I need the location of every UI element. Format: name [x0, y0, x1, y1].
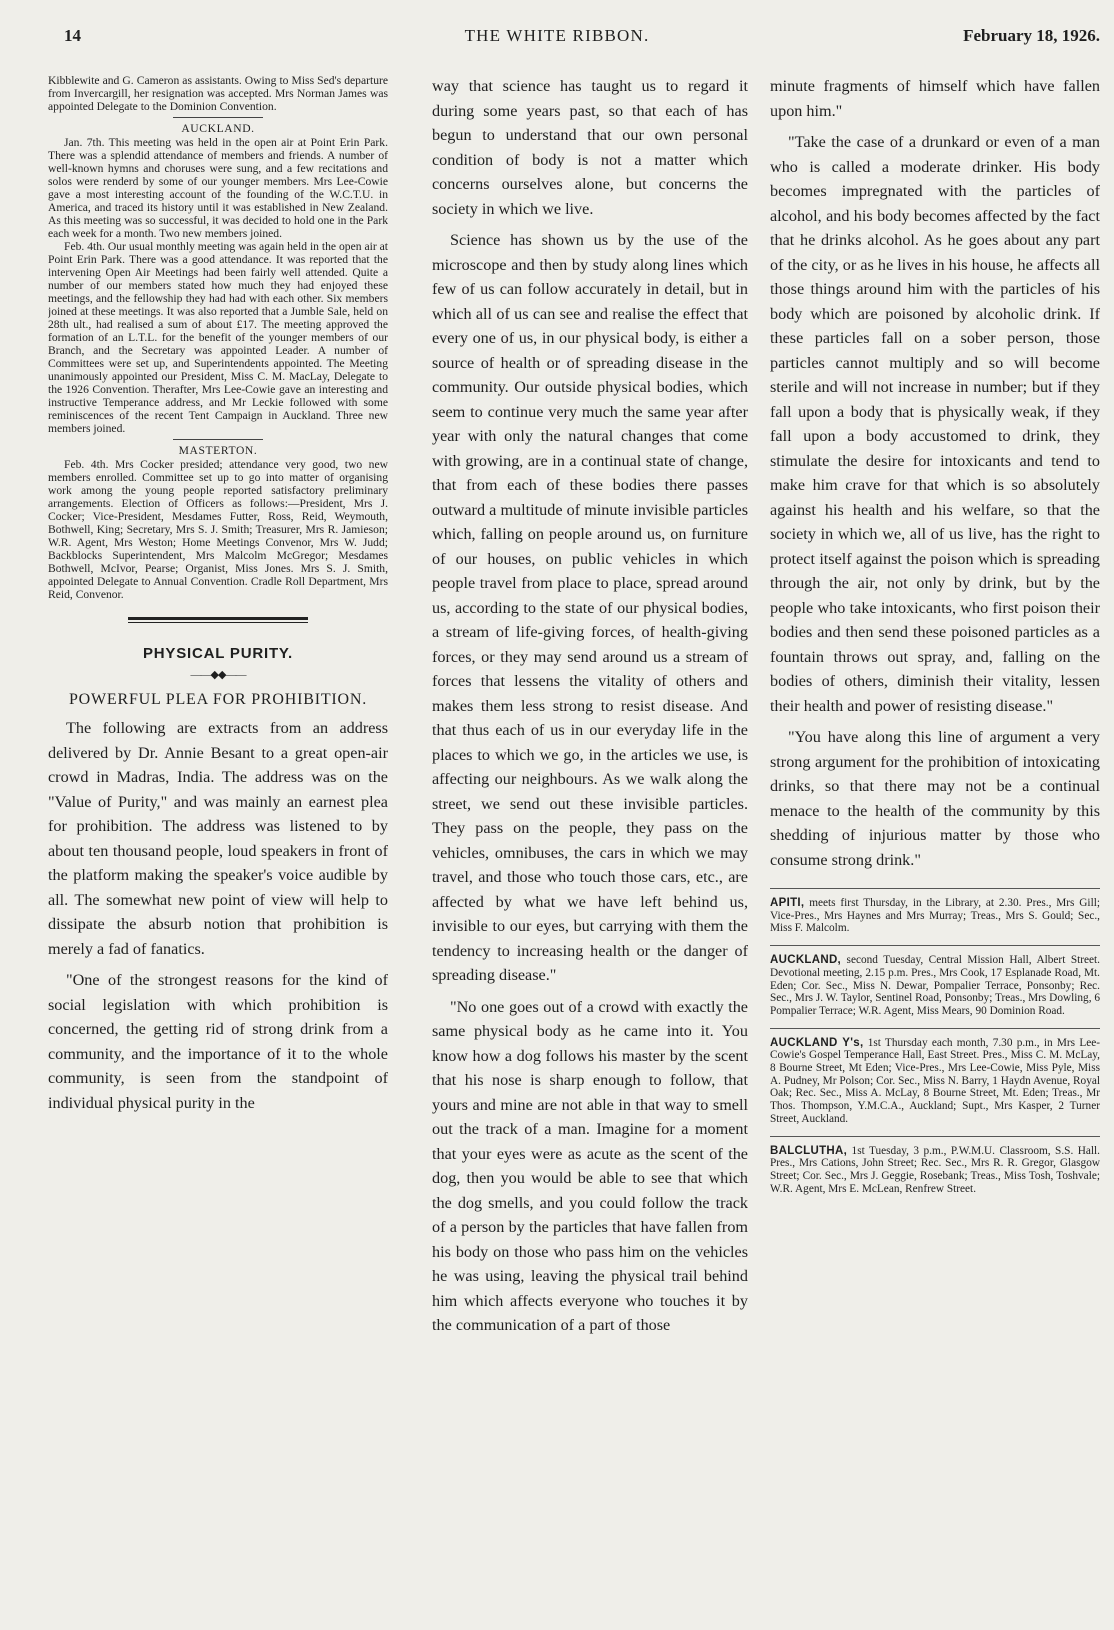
notice-branch-name: BALCLUTHA, [770, 1144, 848, 1157]
divider [173, 439, 263, 440]
column-left [48, 74, 388, 1115]
notice-details: 1st Thursday each month, 7.30 p.m., in Mrs Lee-Cowie's Gospel Temperance Hall, East Street. Pres., Miss C. M. McLay, 8 Bourne Street, Mt Eden; Vice-Pres., Mrs Lee-Cowie, Miss Pyle, Miss A. Pudney, Mr Polson; Cor. Sec., Miss N. Barry, 1 Haydn Avenue, Royal Oak; Rec. Sec., Miss A. McLay, 8 Bourne Street, Mt. Eden; Treas., Mr Thos. Thompson, Y.M.C.A., Auckland; Supt., Mrs Kasper, 2 Turner Street, Auckland. [770, 1036, 1100, 1125]
column-middle [432, 74, 748, 1338]
masterton-report: Feb. 4th. Mrs Cocker presided; attendance very good, two new members enrolled. Committee set up to go into matter of organising work among the young people reported satisfactory preliminary arrangements. Election of Officers as follows:—President, Mrs J. Cocker; Vice-President, Mesdames Futter, Ross, Reid, Weymouth, Bothwell, King; Secretary, Mrs S. J. Smith; Treasurer, Mrs R. Jamieson; W.R. Agent, Mrs Weston; Home Meetings Convenor, Mrs W. Judd; Backblocks Superintendent, Mrs Malcolm McGregor; Mesdames Bothwell, McIvor, Pearse; Organist, Miss Jones. Mrs S. J. Smith, appointed Delegate to Annual Convention. Cradle Roll Department, Mrs Reid, Convenor. [48, 458, 388, 601]
notice-branch-name: AUCKLAND Y's, [770, 1036, 864, 1049]
notice-branch-name: AUCKLAND, [770, 954, 842, 967]
article-paragraph: "You have along this line of argument a very strong argument for the prohibition of intoxicating drinks, so that there may not be a continual menace to the health of the community by this shedding of injurious matter by those who consume strong drink." [770, 728, 1100, 869]
article-paragraph: minute fragments of himself which have fallen upon him." [770, 77, 1100, 120]
branch-notice-balclutha [770, 1145, 1100, 1196]
article-paragraph: "No one goes out of a crowd with exactly the same physical body as he came into it. You know how a dog follows his master by the scent that his nose is sharp enough to follow, that yours and mine are not able in that way to smell out the track of a man. Imagine for a moment that your eyes were as acute as the scent of the dog, then you would be able to see that which the dog smells, and you could follow the track of a person by the particles that have fallen from his body on those who pass him on the vehicles he was using, leaving the physical trail behind him which affects everyone who touches it by the communication of a part of those [432, 997, 748, 1334]
notice-rule [770, 888, 1100, 889]
publication-title: THE WHITE RIBBON. [464, 26, 650, 45]
notice-details: meets first Thursday, in the Library, at 2.30. Pres., Mrs Gill; Vice-Pres., Mrs Haynes and Mrs Murray; Treas., Mrs S. Gould; Sec., Miss F. Malcolm. [770, 897, 1100, 935]
branch-notice-auckland-ys [770, 1037, 1100, 1126]
branch-heading-masterton: MASTERTON. [178, 444, 258, 457]
notice-rule [770, 1136, 1100, 1137]
notice-details: second Tuesday, Central Mission Hall, Albert Street. Devotional meeting, 2.15 p.m. Pres., Mrs Cook, 17 Esplanade Road, Mt. Eden; Cor. Sec., Miss N. Dewar, Pompalier Terrace, Ponsonby; Rec. Sec., Mrs J. W. Taylor, Sentinel Road, Ponsonby; Treas., Mrs Dowling, 6 Pompalier Terrace; W.R. Agent, Miss Mears, 90 Dominion Road. [770, 954, 1100, 1017]
article-paragraph: "One of the strongest reasons for the kind of social legislation with which prohibition is concerned, the getting rid of strong drink from a community, and the importance of it to the whole community, is seen from the standpoint of individual physical purity in the [48, 971, 388, 1112]
notice-details: 1st Tuesday, 3 p.m., P.W.M.U. Classroom, S.S. Hall. Pres., Mrs Cations, John Street; Rec. Sec., Mrs R. R. Gregor, Glasgow Street; Cor. Sec., Mrs J. Geggie, Rosebank; Treas., Miss Tosh, Toshvale; W.R. Agent, Mrs E. McLean, Renfrew Street. [770, 1144, 1100, 1195]
divider [173, 117, 263, 118]
notice-rule [770, 1028, 1100, 1029]
notice-rule [770, 945, 1100, 946]
article-paragraph: The following are extracts from an address delivered by Dr. Annie Besant to a great open-air crowd in Madras, India. The address was on the "Value of Purity," and was mainly an earnest plea for prohibition. The address was listened to by about ten thousand people, loud speakers in front of the platform making the speaker's voice audible by all. The somewhat new point of view will help to dissipate the absurb notion that prohibition is merely a fad of fanatics. [48, 719, 388, 958]
auckland-report-feb: Feb. 4th. Our usual monthly meeting was again held in the open air at Point Erin Park. There was a good attendance. It was reported that the intervening Open Air Meetings had been fairly well attended. Quite a number of our members stated how much they had enjoyed these meetings, and the fellowship they had had with each other. Six members joined at these meetings. It was also reported that a Jumble Sale, held on 28th ult., had realised a sum of about £17. The meeting approved the formation of an L.T.L. for the benefit of the younger members of our Branch, and the Secretary was appointed Leader. A number of Committees were set up, and Superintendents appointed. The Meeting unanimously appointed our President, Miss C. M. MacLay, Delegate to the 1926 Convention. Therafter, Mrs Lee-Cowie gave an interesting and instructive Temperance address, and Mr Leckie followed with some reminiscences of the recent Tent Campaign in Auckland. Three new members joined. [48, 240, 388, 435]
article-subtitle: POWERFUL PLEA FOR PROHIBITION. [68, 691, 368, 708]
page-number: 14 [64, 26, 81, 45]
branch-heading-auckland: AUCKLAND. [181, 122, 255, 135]
section-rule [128, 617, 308, 623]
article-paragraph: way that science has taught us to regard it during some years past, so that each of has begun to understand that our own personal condition of body is not a matter which concerns ourselves alone, but concerns the society in which we live. [432, 77, 748, 218]
branch-notice-apiti [770, 897, 1100, 935]
article-paragraph: "Take the case of a drunkard or even of a man who is called a moderate drinker. His body becomes impregnated with the particles of alcohol, and his body becomes affected by the fact that he drinks alcohol. As he goes about any part of the city, or as he lives in his house, he affects all those things around him with the particles of his body which are poisoned by alcoholic drink. If these particles fall on a sober person, those particles cannot multiply and so will become sterile and will not increase in number; but if they fall upon a body that is physically weak, if they fall upon a body accustomed to drink, they stimulate the desire for intoxicants and tend to make him crave for that which is so absolutely against his health and his welfare, so that the society in which we, all of us live, has the right to protect itself against the poison which is spreading through the air, not only by drink, but by the people who take intoxicants, who first poison their bodies and then send these poisoned particles as a fountain throws out spray, and, falling on the bodies of others, diminish their vitality, lessen their health and power of resisting disease." [770, 133, 1100, 715]
branch-notice-auckland [770, 954, 1100, 1018]
issue-date: February 18, 1926. [963, 26, 1100, 45]
article-title: PHYSICAL PURITY. [142, 645, 294, 662]
column-right [770, 74, 1100, 1195]
ornament-divider: ——◆◆—— [190, 669, 246, 681]
notice-branch-name: APITI, [770, 897, 805, 909]
report-continuation: Kibblewite and G. Cameron as assistants. Owing to Miss Sed's departure from Invercargill, her resignation was accepted. Mrs Norman James was appointed Delegate to the Dominion Convention. [48, 74, 388, 113]
auckland-report-jan: Jan. 7th. This meeting was held in the open air at Point Erin Park. There was a splendid attendance of members and friends. A number of well-known hymns and choruses were sung, and a few recitations and solos were renderd by some of our younger members. Mrs Lee-Cowie gave a most interesting account of the founding of the W.C.T.U. in America, and traced its history until it was established in New Zealand. As this meeting was so successful, it was decided to hold one in the Park each week for a month. Two new members joined. [48, 136, 388, 240]
article-paragraph: Science has shown us by the use of the microscope and then by study along lines which few of us can follow accurately in detail, but in which all of us can see and realise the effect that every one of us, in our physical body, is either a source of health or of spreading disease in the community. Our outside physical bodies, which seem to continue very much the same year after year with only the natural changes that come with growing, are in a continual state of change, that from each of these bodies there passes outward a multitude of minute invisible particles which, falling on people around us, on furniture of our houses, on public vehicles in which people travel from place to place, spread around us, according to the state of our physical bodies, a stream of life-giving forces, of health-giving forces, or they may send around us a stream of forces that lessens the vitality of others and makes them less strong to resist disease. And that thus each of us in our everyday life in the places to which we go, in the articles we use, is affecting our neighbours. As we walk along the street, we send out these invisible particles. They pass on the people, they pass on the vehicles, omnibuses, the cars in which we may travel, and those who touch those cars, etc., are affected by what we have left behind us, invisible to our eyes, but carrying with them the tendency to increasing health or the danger of spreading disease." [432, 231, 748, 984]
